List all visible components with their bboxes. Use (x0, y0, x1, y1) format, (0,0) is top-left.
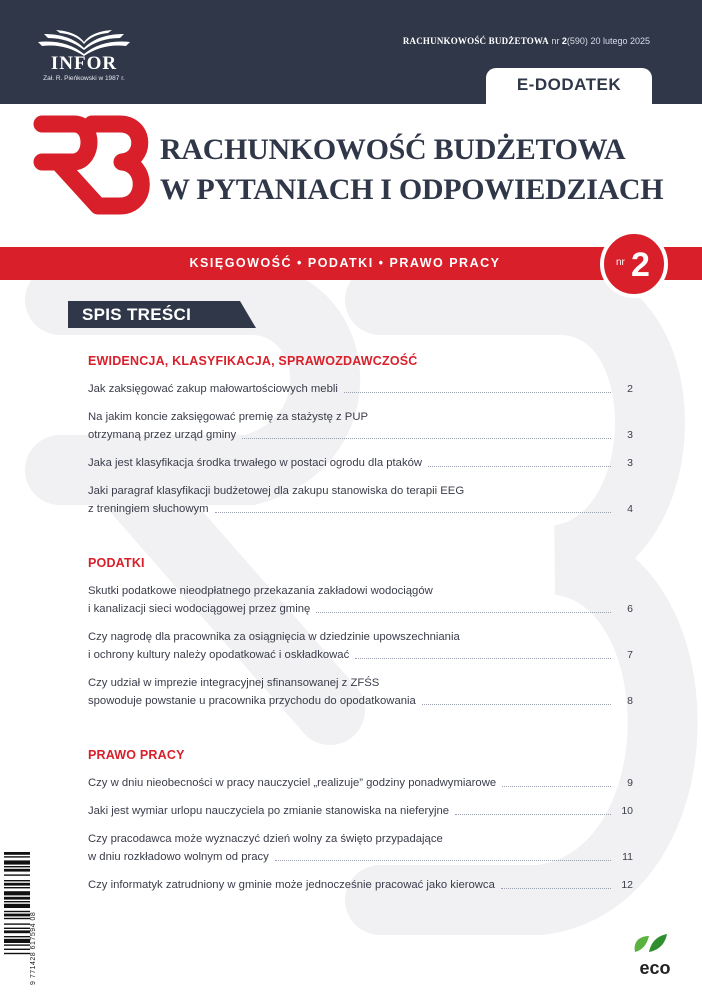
toc-entry-line (88, 482, 633, 500)
toc-leader-dots (355, 658, 611, 659)
toc-entry-text: Czy informatyk zatrudniony w gminie może jednocześnie pracować jako kierowca (88, 879, 495, 891)
table-of-contents (88, 352, 633, 904)
toc-leader-dots (344, 392, 611, 393)
toc-entry-line (88, 628, 633, 646)
toc-leader-dots (316, 612, 611, 613)
toc-page-number: 2 (627, 383, 633, 395)
toc-entry-line (88, 876, 633, 894)
toc-section (88, 746, 633, 894)
logo-brand: INFOR (50, 53, 118, 74)
toc-entry-text: Jaki paragraf klasyfikacji budżetowej dla zakupu stanowiska do terapii EEG (88, 485, 465, 497)
toc-entry-text: otrzymaną przez urząd gminy (88, 429, 237, 441)
barcode-bar (4, 911, 30, 912)
toc-entry-text: w dniu rozkładowo wolnym od pracy (88, 851, 269, 863)
badge-prefix: nr (616, 257, 625, 268)
toc-heading-text: SPIS TREŚCI (82, 305, 192, 324)
toc-entry[interactable] (88, 582, 633, 618)
barcode-bar (4, 939, 30, 943)
toc-entry-line (88, 802, 633, 820)
toc-entry-line (88, 426, 633, 444)
toc-entry-line (88, 454, 633, 472)
toc-leader-dots (422, 704, 611, 705)
toc-entry[interactable] (88, 380, 633, 398)
barcode-bar (4, 918, 30, 919)
toc-entry-text: Jaki jest wymiar urlopu nauczyciela po zmianie stanowiska na nieferyjne (88, 805, 450, 817)
toc-page-number: 11 (622, 851, 633, 863)
publication-name: RACHUNKOWOŚĆ BUDŻETOWA (402, 36, 549, 46)
issue-prefix: nr (551, 36, 560, 46)
toc-entry-text: Czy w dniu nieobecności w pracy nauczyciel „realizuje” godziny ponadwymiarowe (88, 777, 497, 789)
toc-entry-text: Czy pracodawca może wyznaczyć dzień wolny za święto przypadające (88, 833, 443, 845)
issue-badge (600, 230, 668, 298)
toc-entry-line (88, 848, 633, 866)
toc-entry[interactable] (88, 674, 633, 710)
toc-entry-line (88, 380, 633, 398)
barcode-bar (4, 944, 30, 945)
toc-page-number: 8 (627, 695, 633, 707)
barcode-bar (4, 949, 30, 950)
rb-logo-mark (28, 110, 153, 220)
barcode-bar (4, 866, 30, 867)
toc-entry-text: Jak zaksięgować zakup małowartościowych mebli (88, 383, 338, 395)
issue-date: 20 lutego 2025 (590, 36, 650, 46)
barcode-bar (4, 923, 30, 924)
toc-page-number: 4 (627, 503, 633, 515)
toc-entry[interactable] (88, 774, 633, 792)
toc-entry[interactable] (88, 802, 633, 820)
main-title (160, 130, 663, 210)
toc-entry-text: Skutki podatkowe nieodpłatnego przekazania zakładowi wodociągów (88, 585, 433, 597)
toc-entry-line (88, 600, 633, 618)
logo-tagline: Zał. R. Pieńkowski w 1987 r. (43, 75, 125, 82)
toc-page-number: 3 (627, 429, 633, 441)
toc-entry[interactable] (88, 628, 633, 664)
toc-entry-line (88, 582, 633, 600)
toc-entry-text: Czy nagrodę dla pracownika za osiągnięcia w dziedzinie upowszechniania (88, 631, 460, 643)
toc-leader-dots (242, 438, 611, 439)
toc-section-title: PRAWO PRACY (88, 748, 185, 762)
barcode-bar (4, 874, 30, 875)
toc-entry-line (88, 774, 633, 792)
header-band (0, 0, 702, 104)
barcode-bar (4, 897, 30, 900)
toc-entry-text: Jaka jest klasyfikacja środka trwałego w postaci ogrodu dla ptaków (88, 457, 423, 469)
toc-section (88, 554, 633, 710)
issue-total: (590) (566, 36, 588, 46)
toc-entry-line (88, 692, 633, 710)
toc-entry-text: i kanalizacji sieci wodociągowej przez gminę (88, 603, 311, 615)
barcode-bar (4, 928, 30, 929)
toc-leader-dots (502, 786, 611, 787)
issue-info (403, 36, 650, 46)
barcode-bar (4, 860, 30, 864)
toc-page-number: 12 (621, 879, 633, 891)
barcode-number: 9 771428 617594 08 (30, 911, 37, 985)
toc-entry[interactable] (88, 408, 633, 444)
barcode-bar (4, 869, 30, 872)
barcode-bar (4, 883, 30, 886)
barcode-bar (4, 880, 30, 881)
toc-entry-line (88, 500, 633, 518)
infor-logo[interactable] (28, 30, 140, 83)
toc-leader-dots (275, 860, 611, 861)
toc-entry-line (88, 830, 633, 848)
barcode-bar (4, 852, 30, 855)
toc-entry[interactable] (88, 482, 633, 518)
barcode-bar (4, 901, 30, 902)
toc-page-number: 9 (627, 777, 633, 789)
eco-label: eco (639, 958, 671, 978)
toc-entry-text: Na jakim koncie zaksięgować premię za stażystę z PUP (88, 411, 369, 423)
toc-page-number: 6 (627, 603, 633, 615)
barcode-bar (4, 914, 30, 917)
toc-entry-text: spowoduje powstanie u pracownika przychodu do opodatkowania (88, 695, 416, 707)
toc-entry-line (88, 646, 633, 664)
toc-section-title: EWIDENCJA, KLASYFIKACJA, SPRAWOZDAWCZOŚĆ (88, 354, 418, 368)
toc-page-number: 7 (627, 649, 633, 661)
toc-entry-text: z treningiem słuchowym (88, 503, 209, 515)
badge-number: 2 (631, 246, 650, 284)
toc-page-number: 10 (621, 805, 633, 817)
toc-page-number: 3 (627, 457, 633, 469)
toc-entry-line (88, 408, 633, 426)
toc-entry-text: Czy udział w imprezie integracyjnej sfinansowanej z ZFŚS (88, 677, 380, 689)
toc-entry[interactable] (88, 454, 633, 472)
barcode-bar (4, 936, 30, 937)
topics-strip (0, 247, 702, 280)
barcode-bar (4, 887, 30, 888)
toc-section-title: PODATKI (88, 556, 145, 570)
toc-entry[interactable] (88, 830, 633, 866)
toc-leader-dots (215, 512, 611, 513)
barcode (4, 852, 30, 990)
toc-leader-dots (455, 814, 611, 815)
edition-label: E-DODATEK (486, 68, 652, 104)
barcode-bar (4, 904, 30, 908)
title-line-2: W PYTANIACH I ODPOWIEDZIACH (160, 173, 664, 206)
barcode-bar (4, 953, 30, 954)
toc-section (88, 352, 633, 518)
barcode-bar (4, 891, 30, 895)
eco-mark (614, 932, 684, 992)
toc-entry-text: i ochrony kultury należy opodatkować i oskładkować (88, 649, 350, 661)
toc-leader-dots (501, 888, 611, 889)
barcode-bar (4, 856, 30, 857)
issue-number: 2 (561, 36, 567, 46)
leaf-icon (629, 932, 669, 954)
toc-leader-dots (428, 466, 611, 467)
toc-entry[interactable] (88, 876, 633, 894)
topics-text: KSIĘGOWOŚĆ • PODATKI • PRAWO PRACY (189, 256, 501, 270)
toc-entry-line (88, 674, 633, 692)
toc-heading (68, 301, 256, 328)
barcode-bar (4, 930, 30, 933)
title-line-1: RACHUNKOWOŚĆ BUDŻETOWA (160, 133, 626, 166)
